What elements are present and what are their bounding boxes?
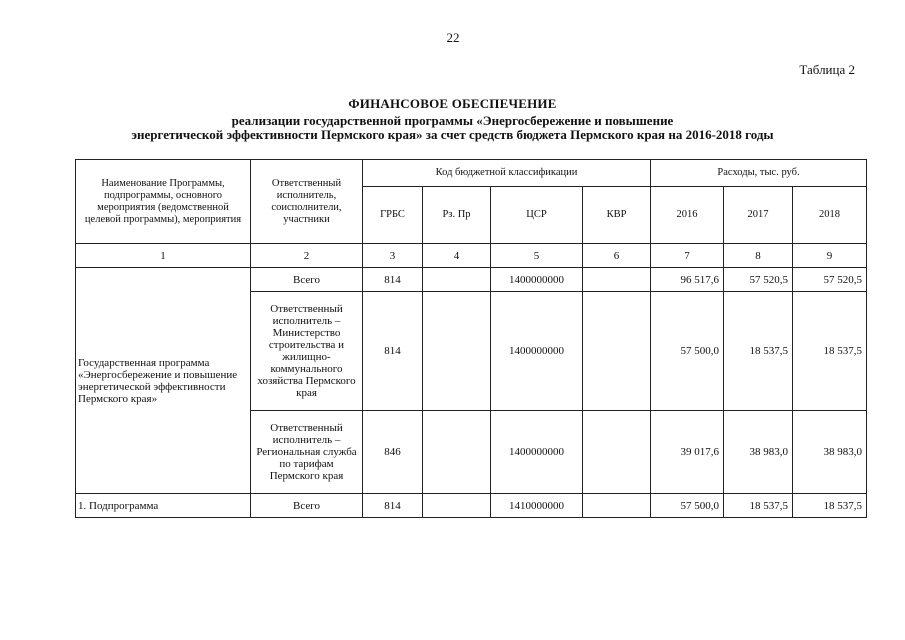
- expense-2016-cell: 57 500,0: [651, 494, 724, 518]
- rz-pr-cell: [423, 292, 491, 411]
- executor-cell: Всего: [251, 494, 363, 518]
- rz-pr-cell: [423, 268, 491, 292]
- grbs-cell: 814: [363, 292, 423, 411]
- page-number: 22: [446, 30, 460, 45]
- document-subtitle: [60, 114, 845, 142]
- kvr-cell: [583, 292, 651, 411]
- header-expenses-group: Расходы, тыс. руб.: [651, 160, 867, 187]
- csr-cell: 1400000000: [491, 292, 583, 411]
- table-row: [76, 494, 867, 518]
- csr-cell: 1400000000: [491, 411, 583, 494]
- column-number: 2: [251, 244, 363, 268]
- expense-2018-cell: 18 537,5: [793, 292, 867, 411]
- header-2017: 2017: [724, 187, 793, 244]
- kvr-cell: [583, 268, 651, 292]
- header-name: Наименование Программы, подпрограммы, основного мероприятия (ведомственной целевой программы), мероприятия: [76, 160, 251, 244]
- header-rz-pr: Рз. Пр: [423, 187, 491, 244]
- kvr-cell: [583, 494, 651, 518]
- column-number: 3: [363, 244, 423, 268]
- expense-2017-cell: 18 537,5: [724, 292, 793, 411]
- grbs-cell: 814: [363, 268, 423, 292]
- subtitle-line-1: реализации государственной программы «Энергосбережение и повышение: [231, 113, 674, 128]
- csr-cell: 1410000000: [491, 494, 583, 518]
- expense-2016-cell: 57 500,0: [651, 292, 724, 411]
- rz-pr-cell: [423, 494, 491, 518]
- column-number: 8: [724, 244, 793, 268]
- executor-cell: Всего: [251, 268, 363, 292]
- header-executor: Ответственный исполнитель, соисполнители, участники: [251, 160, 363, 244]
- header-grbs: ГРБС: [363, 187, 423, 244]
- column-number: 9: [793, 244, 867, 268]
- table-label: Таблица 2: [799, 62, 855, 77]
- expense-2018-cell: 38 983,0: [793, 411, 867, 494]
- subtitle-line-2: энергетической эффективности Пермского края» за счет средств бюджета Пермского края на 2016-2018 годы: [131, 127, 774, 142]
- expense-2017-cell: 38 983,0: [724, 411, 793, 494]
- column-number: 6: [583, 244, 651, 268]
- column-number: 4: [423, 244, 491, 268]
- header-kvr: КВР: [583, 187, 651, 244]
- kvr-cell: [583, 411, 651, 494]
- document-title: ФИНАНСОВОЕ ОБЕСПЕЧЕНИЕ: [348, 96, 557, 111]
- rz-pr-cell: [423, 411, 491, 494]
- grbs-cell: 846: [363, 411, 423, 494]
- expense-2018-cell: 18 537,5: [793, 494, 867, 518]
- expense-2016-cell: 96 517,6: [651, 268, 724, 292]
- expense-2016-cell: 39 017,6: [651, 411, 724, 494]
- expense-2018-cell: 57 520,5: [793, 268, 867, 292]
- header-2016: 2016: [651, 187, 724, 244]
- column-numbers-row: [76, 244, 867, 268]
- column-number: 5: [491, 244, 583, 268]
- header-csr: ЦСР: [491, 187, 583, 244]
- column-number: 7: [651, 244, 724, 268]
- header-2018: 2018: [793, 187, 867, 244]
- executor-cell: Ответственный исполнитель – Министерство строительства и жилищно-коммунального хозяйства Пермского края: [251, 292, 363, 411]
- program-name: Государственная программа «Энергосбережение и повышение энергетической эффективности Пермского края»: [76, 268, 251, 494]
- executor-cell: Ответственный исполнитель – Региональная служба по тарифам Пермского края: [251, 411, 363, 494]
- grbs-cell: 814: [363, 494, 423, 518]
- header-code-group: Код бюджетной классификации: [363, 160, 651, 187]
- table-row: [76, 268, 867, 292]
- csr-cell: 1400000000: [491, 268, 583, 292]
- column-number: 1: [76, 244, 251, 268]
- financing-table: [75, 159, 867, 518]
- expense-2017-cell: 57 520,5: [724, 268, 793, 292]
- subprogram-name: 1. Подпрограмма: [76, 494, 251, 518]
- expense-2017-cell: 18 537,5: [724, 494, 793, 518]
